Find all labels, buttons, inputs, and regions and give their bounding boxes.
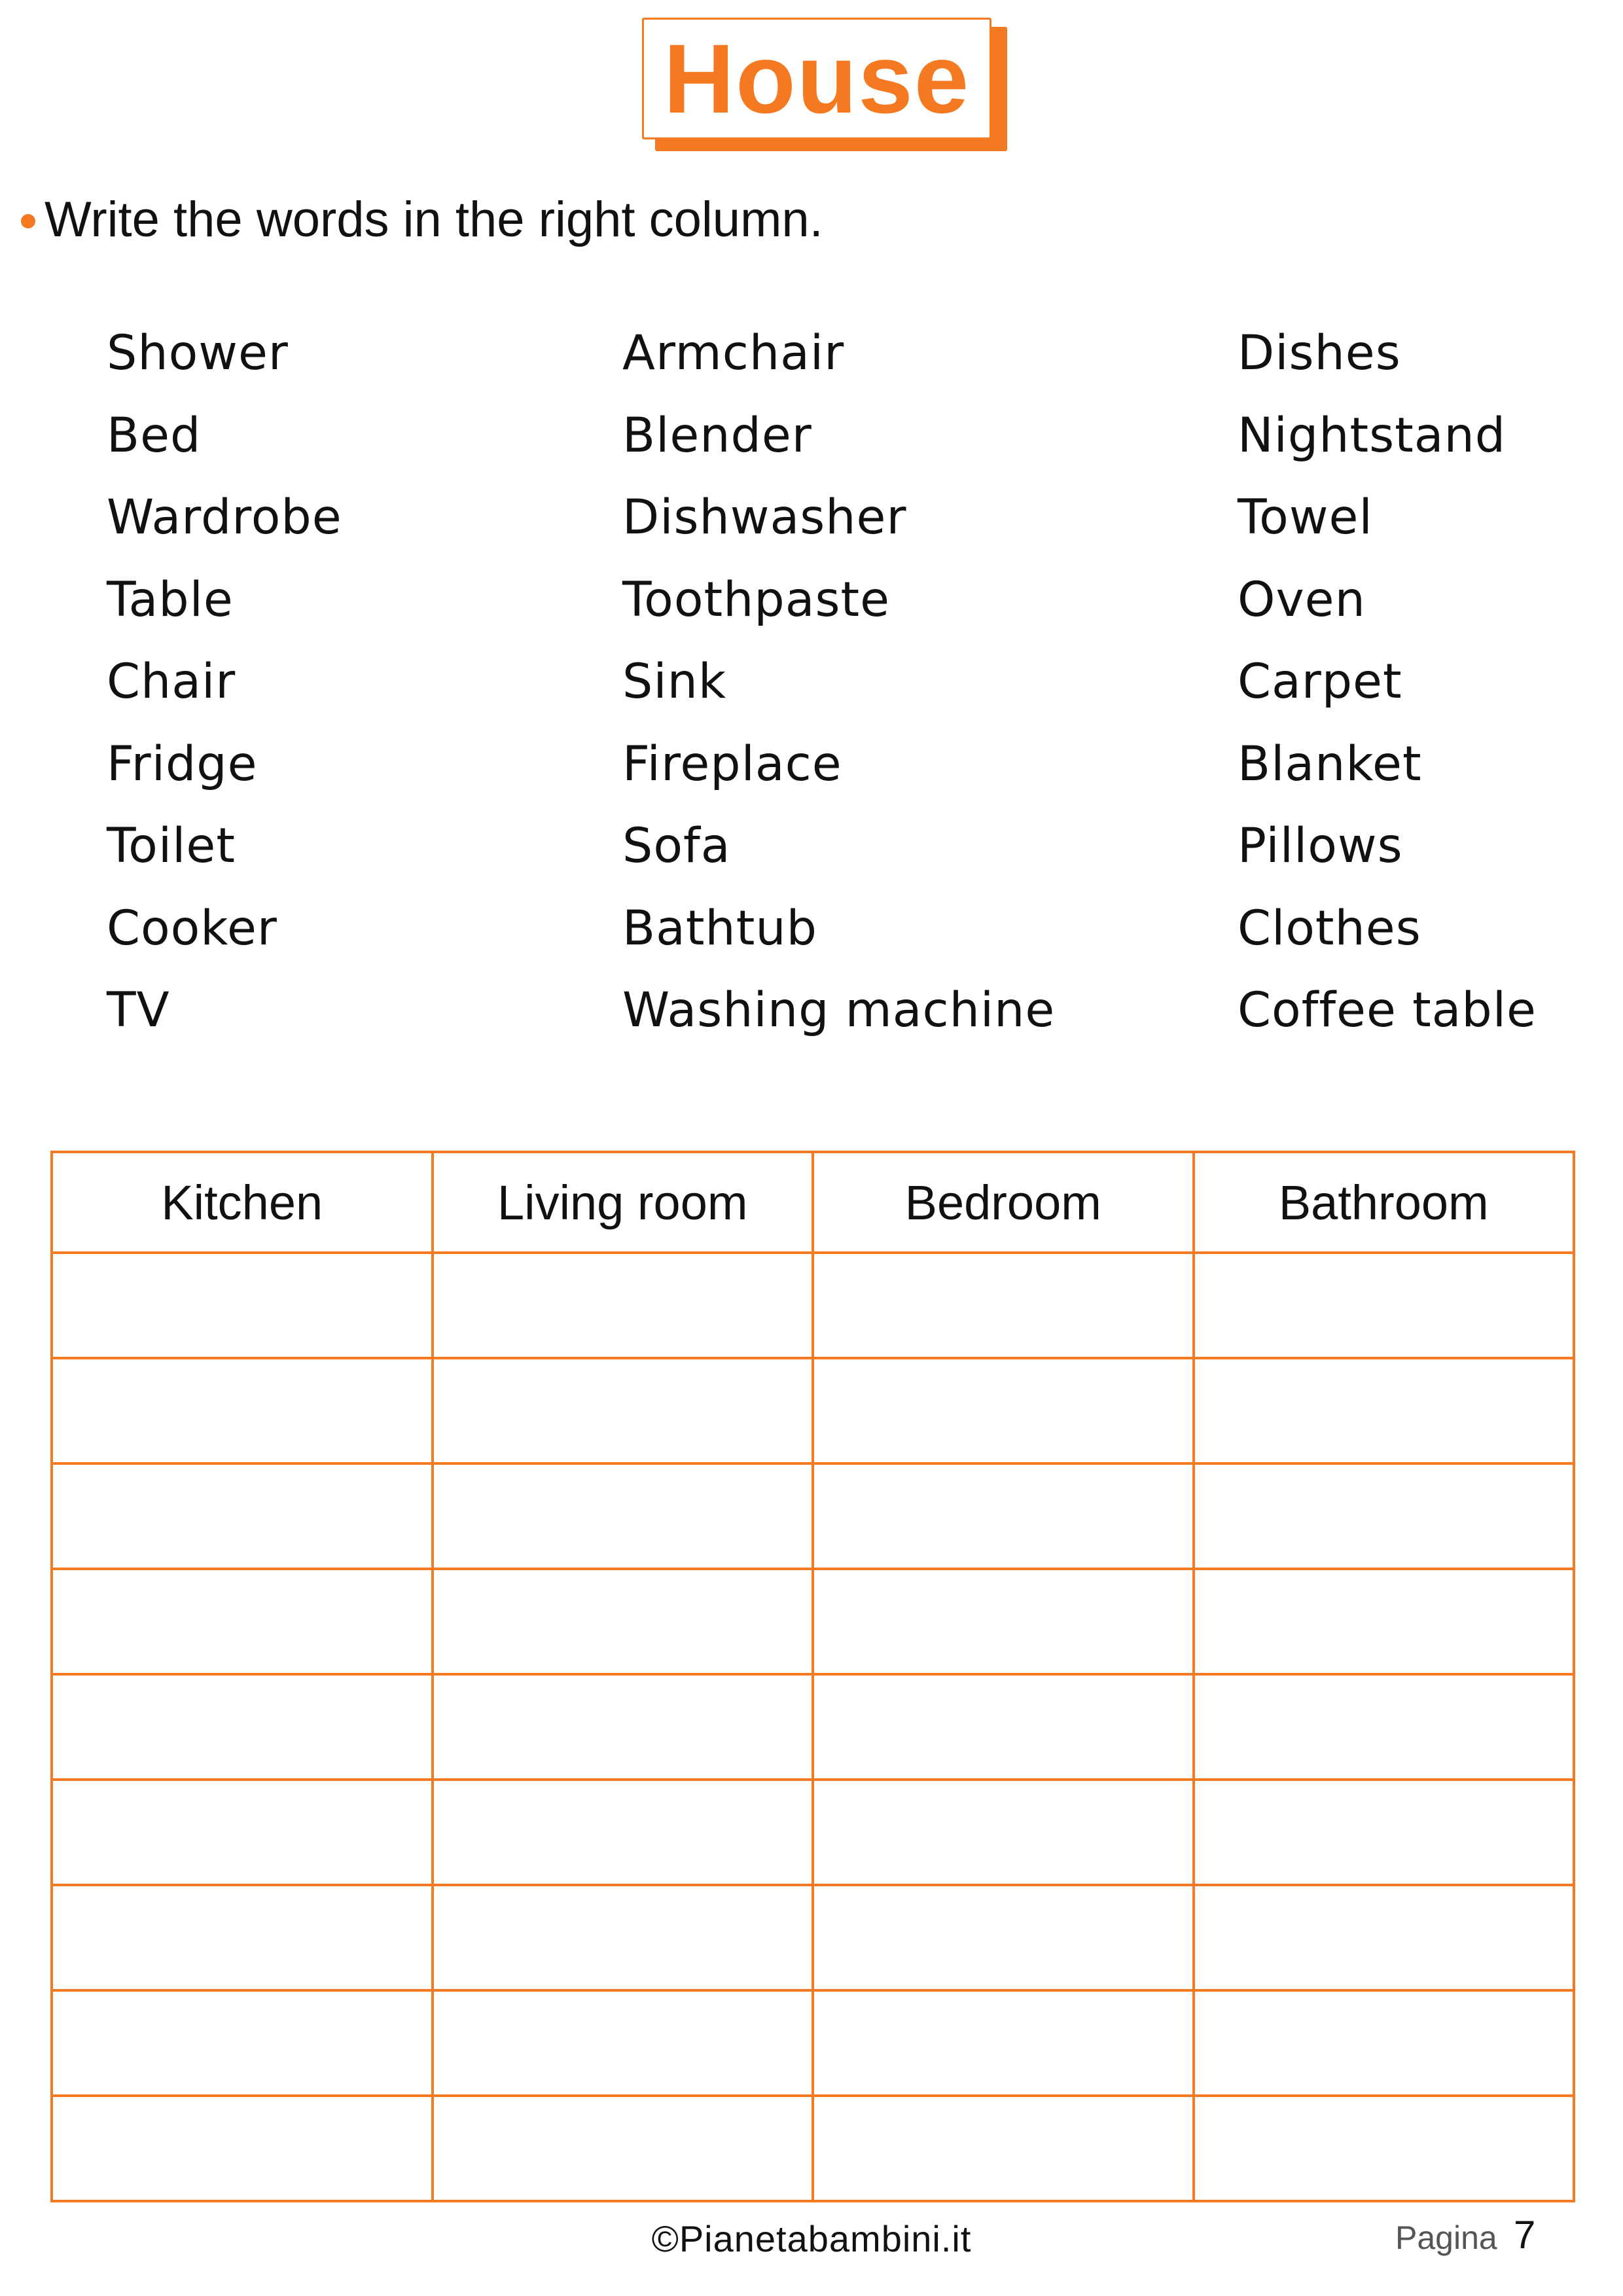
- answer-cell[interactable]: [1194, 1674, 1575, 1780]
- table-row: [52, 1674, 1574, 1780]
- sorting-table: [50, 1151, 1575, 2202]
- word-item: Sink: [622, 654, 727, 709]
- title-box: [642, 18, 991, 139]
- word-column-2: [622, 321, 1055, 1060]
- answer-cell[interactable]: [433, 1463, 813, 1569]
- word-item: Nightstand: [1238, 407, 1507, 463]
- header-bathroom: Bathroom: [1194, 1152, 1575, 1253]
- word-item: Coffee table: [1238, 982, 1537, 1038]
- answer-cell[interactable]: [813, 1358, 1194, 1463]
- answer-cell[interactable]: [433, 1885, 813, 1990]
- answer-cell[interactable]: [813, 2096, 1194, 2201]
- word-item: Wardrobe: [107, 490, 342, 545]
- word-column-3: [1238, 321, 1537, 1060]
- answer-cell[interactable]: [1194, 1358, 1575, 1463]
- word-item: Fireplace: [622, 736, 842, 792]
- word-item: Armchair: [622, 325, 845, 381]
- table-row: [52, 1780, 1574, 1885]
- word-item: Carpet: [1238, 654, 1402, 709]
- table-header-row: [52, 1152, 1574, 1253]
- word-item: Bed: [107, 407, 202, 463]
- answer-cell[interactable]: [52, 1358, 433, 1463]
- word-item: Bathtub: [622, 900, 817, 956]
- word-item: Chair: [107, 654, 236, 709]
- page-title: House: [663, 24, 971, 134]
- answer-cell[interactable]: [1194, 1885, 1575, 1990]
- bullet-icon: [21, 214, 35, 228]
- word-item: Sofa: [622, 818, 731, 874]
- answer-cell[interactable]: [52, 2096, 433, 2201]
- answer-cell[interactable]: [1194, 1253, 1575, 1358]
- table-row: [52, 2096, 1574, 2201]
- word-item: TV: [107, 982, 170, 1038]
- table-row: [52, 1990, 1574, 2096]
- instruction-text: Write the words in the right column.: [45, 191, 823, 247]
- word-item: Cooker: [107, 900, 277, 956]
- table-row: [52, 1253, 1574, 1358]
- header-living-room: Living room: [433, 1152, 813, 1253]
- word-item: Toothpaste: [622, 571, 891, 628]
- table-body: [52, 1253, 1574, 2201]
- answer-cell[interactable]: [52, 1253, 433, 1358]
- word-item: Shower: [107, 325, 289, 381]
- page-number: 7: [1514, 2213, 1536, 2257]
- answer-cell[interactable]: [433, 1780, 813, 1885]
- answer-cell[interactable]: [813, 1885, 1194, 1990]
- answer-cell[interactable]: [433, 1990, 813, 2096]
- answer-cell[interactable]: [813, 1674, 1194, 1780]
- word-item: Dishes: [1238, 325, 1401, 381]
- answer-cell[interactable]: [1194, 1990, 1575, 2096]
- word-item: Blanket: [1238, 736, 1422, 792]
- answer-cell[interactable]: [433, 1569, 813, 1674]
- answer-cell[interactable]: [52, 1569, 433, 1674]
- word-item: Fridge: [107, 736, 258, 792]
- instruction: [21, 187, 823, 252]
- table-row: [52, 1885, 1574, 1990]
- table-row: [52, 1358, 1574, 1463]
- word-item: Pillows: [1238, 818, 1403, 874]
- answer-cell[interactable]: [813, 1569, 1194, 1674]
- word-item: Towel: [1238, 490, 1373, 545]
- answer-cell[interactable]: [813, 1990, 1194, 2096]
- answer-cell[interactable]: [1194, 1780, 1575, 1885]
- header-bedroom: Bedroom: [813, 1152, 1194, 1253]
- word-item: Toilet: [107, 818, 236, 874]
- answer-cell[interactable]: [52, 1990, 433, 2096]
- answer-cell[interactable]: [433, 1358, 813, 1463]
- word-item: Table: [107, 571, 234, 628]
- table-row: [52, 1569, 1574, 1674]
- answer-cell[interactable]: [1194, 1463, 1575, 1569]
- word-item: Blender: [622, 407, 812, 463]
- answer-cell[interactable]: [813, 1463, 1194, 1569]
- answer-cell[interactable]: [52, 1674, 433, 1780]
- answer-cell[interactable]: [813, 1780, 1194, 1885]
- word-item: Oven: [1238, 571, 1366, 628]
- answer-cell[interactable]: [433, 2096, 813, 2201]
- answer-cell[interactable]: [813, 1253, 1194, 1358]
- answer-cell[interactable]: [1194, 1569, 1575, 1674]
- page-label: Pagina: [1395, 2219, 1497, 2256]
- table-row: [52, 1463, 1574, 1569]
- answer-cell[interactable]: [52, 1885, 433, 1990]
- answer-cell[interactable]: [433, 1674, 813, 1780]
- answer-cell[interactable]: [52, 1780, 433, 1885]
- footer-brand: ©Pianetabambini.it: [651, 2218, 972, 2259]
- header-kitchen: Kitchen: [52, 1152, 433, 1253]
- answer-cell[interactable]: [1194, 2096, 1575, 2201]
- word-item: Clothes: [1238, 900, 1421, 956]
- word-item: Washing machine: [622, 982, 1056, 1038]
- answer-cell[interactable]: [433, 1253, 813, 1358]
- answer-cell[interactable]: [52, 1463, 433, 1569]
- word-item: Dishwasher: [622, 490, 907, 545]
- word-column-1: [107, 321, 342, 1060]
